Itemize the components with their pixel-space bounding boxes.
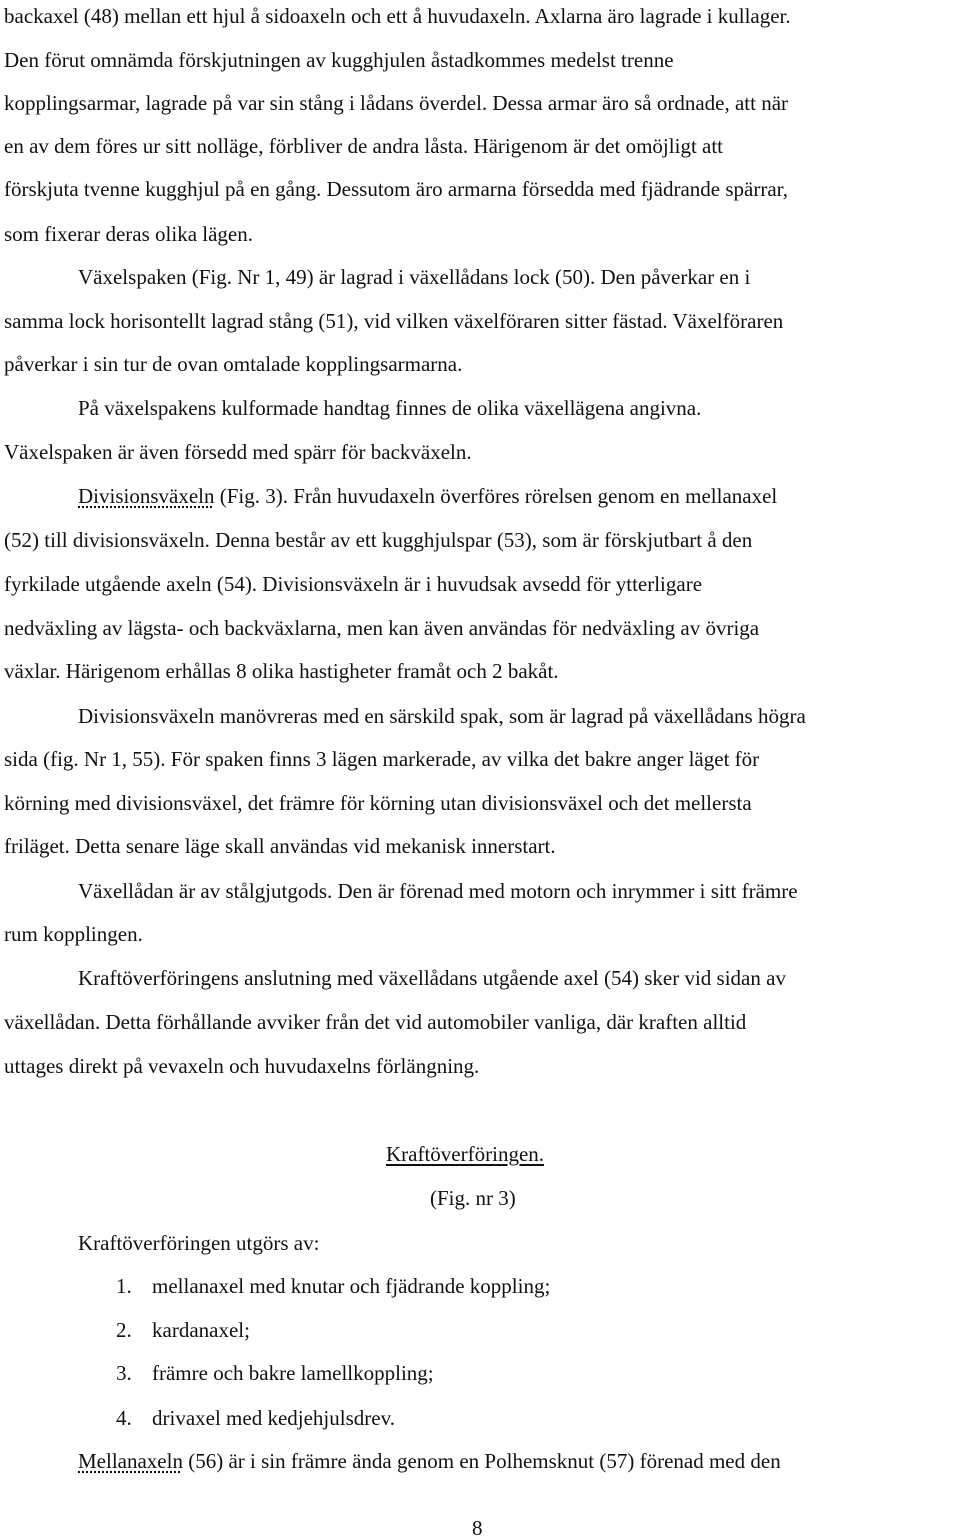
text-line: växlar. Härigenom erhållas 8 olika hastigheter framåt och 2 bakåt. xyxy=(4,659,559,683)
text-line: På växelspakens kulformade handtag finnes de olika växellägena angivna. xyxy=(78,396,702,420)
page-number: 8 xyxy=(472,1516,483,1540)
text-line: friläget. Detta senare läge skall användas vid mekanisk innerstart. xyxy=(4,834,556,858)
list-number: 3. xyxy=(116,1361,132,1385)
text-line: Växellådan är av stålgjutgods. Den är förenad med motorn och inrymmer i sitt främre xyxy=(78,879,798,903)
text-line: uttages direkt på vevaxeln och huvudaxelns förlängning. xyxy=(4,1054,480,1078)
text-line: Divisionsväxeln manövreras med en särskild spak, som är lagrad på växellådans högra xyxy=(78,704,806,728)
list-item xyxy=(116,1406,395,1430)
section-subtitle: (Fig. nr 3) xyxy=(430,1186,516,1210)
list-number: 1. xyxy=(116,1274,132,1298)
text-line: kopplingsarmar, lagrade på var sin stång i lådans överdel. Dessa armar äro så ordnade, att när xyxy=(4,91,789,115)
section-title: Kraftöverföringen. xyxy=(386,1142,545,1166)
text-line: som fixerar deras olika lägen. xyxy=(4,222,253,246)
text-line: Kraftöverföringens anslutning med växellådans utgående axel (54) sker vid sidan av xyxy=(78,966,786,990)
list-text: främre och bakre lamellkoppling; xyxy=(152,1361,434,1385)
list-text: kardanaxel; xyxy=(152,1318,250,1342)
text-line: Den förut omnämda förskjutningen av kugghjulen åstadkommes medelst trenne xyxy=(4,48,674,72)
text-line: en av dem föres ur sitt nolläge, förbliver de andra låsta. Härigenom är det omöjligt att xyxy=(4,134,724,158)
text-line: sida (fig. Nr 1, 55). För spaken finns 3 lägen markerade, av vilka det bakre anger läget för xyxy=(4,747,760,771)
list-item xyxy=(116,1274,550,1298)
text-line: backaxel (48) mellan ett hjul å sidoaxeln och ett å huvudaxeln. Axlarna äro lagrade i kullager. xyxy=(4,4,791,28)
term-mellanaxeln: Mellanaxeln xyxy=(78,1449,183,1473)
list-item xyxy=(116,1361,434,1385)
text-span: (Fig. 3). Från huvudaxeln överföres rörelsen genom en mellanaxel xyxy=(214,484,778,508)
text-line: växellådan. Detta förhållande avviker från det vid automobiler vanliga, där kraften alltid xyxy=(4,1010,747,1034)
text-line: förskjuta tvenne kugghjul på en gång. Dessutom äro armarna försedda med fjädrande spärrar, xyxy=(4,177,789,201)
text-line: nedväxling av lägsta- och backväxlarna, men kan även användas för nedväxling av övriga xyxy=(4,616,760,640)
text-line: rum kopplingen. xyxy=(4,922,143,946)
text-line: fyrkilade utgående axeln (54). Divisionsväxeln är i huvudsak avsedd för ytterligare xyxy=(4,572,703,596)
text-line xyxy=(78,484,777,508)
list-number: 4. xyxy=(116,1406,132,1430)
text-line: Växelspaken (Fig. Nr 1, 49) är lagrad i växellådans lock (50). Den påverkar en i xyxy=(78,265,751,289)
text-line: (52) till divisionsväxeln. Denna består av ett kugghjulspar (53), som är förskjutbart å den xyxy=(4,528,753,552)
term-divisionsvaxeln: Divisionsväxeln xyxy=(78,484,215,508)
list-text: mellanaxel med knutar och fjädrande koppling; xyxy=(152,1274,551,1298)
text-span: (56) är i sin främre ända genom en Polhemsknut (57) förenad med den xyxy=(182,1449,781,1473)
list-intro: Kraftöverföringen utgörs av: xyxy=(78,1231,320,1255)
text-line: körning med divisionsväxel, det främre för körning utan divisionsväxel och det mellersta xyxy=(4,791,752,815)
text-line xyxy=(78,1449,781,1473)
list-text: drivaxel med kedjehjulsdrev. xyxy=(152,1406,395,1430)
list-number: 2. xyxy=(116,1318,132,1342)
text-line: påverkar i sin tur de ovan omtalade kopplingsarmarna. xyxy=(4,352,463,376)
list-item xyxy=(116,1318,250,1342)
text-line: samma lock horisontellt lagrad stång (51), vid vilken växelföraren sitter fästad. Växelföraren xyxy=(4,309,784,333)
text-line: Växelspaken är även försedd med spärr för backväxeln. xyxy=(4,440,472,464)
